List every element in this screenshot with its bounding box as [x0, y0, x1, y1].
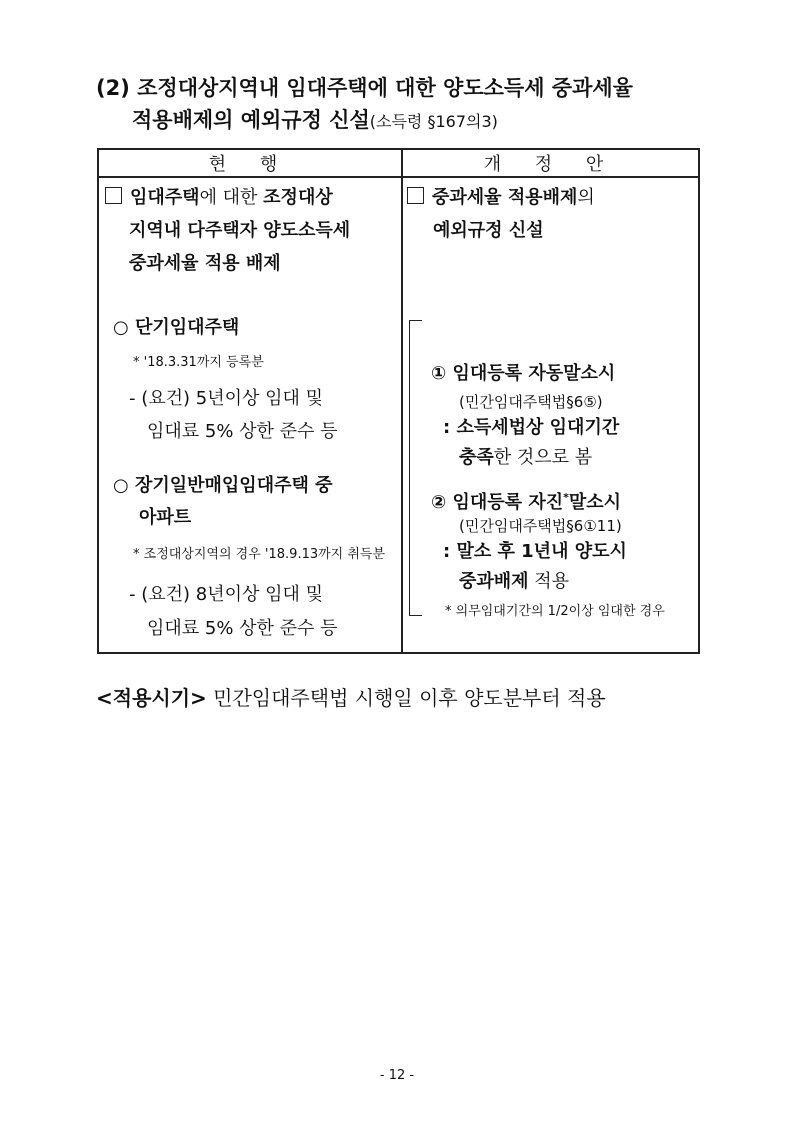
proposed-case-1-desc-b-bold: 충족 — [459, 447, 494, 468]
proposed-case-1-desc-b — [459, 442, 592, 474]
proposed-case-2-desc-b-normal: 적용 — [528, 571, 570, 592]
proposed-case-1-title: ① 임대등록 자동말소시 — [431, 363, 616, 384]
section-heading — [96, 72, 633, 138]
current-cell — [98, 177, 402, 653]
proposed-intro-line-1 — [407, 182, 595, 214]
proposed-cell — [402, 177, 699, 653]
heading-reference: (소득령 §167의3) — [369, 112, 498, 131]
heading-line-2-text: 적용배제의 예외규정 신설 — [132, 108, 370, 132]
heading-line-2 — [96, 104, 633, 138]
header-current: 현 행 — [98, 149, 402, 177]
current-item-1-title: ○ 단기임대주택 — [113, 317, 240, 338]
current-item-2-title-a: ○ 장기일반매입임대주택 중 — [113, 475, 333, 496]
comparison-table — [97, 148, 700, 654]
current-item-1-requirement-a: - (요건) 5년이상 임대 및 — [129, 388, 323, 409]
application-period — [96, 682, 606, 711]
proposed-case-2-desc-b — [459, 566, 569, 598]
proposed-case-2-title-b: 말소시 — [568, 492, 622, 513]
grouping-bracket — [409, 320, 422, 616]
proposed-intro-bold: 중과세율 적용배제 — [432, 187, 578, 208]
current-item-2-requirement-b: 임대료 5% 상한 준수 등 — [147, 618, 338, 639]
proposed-case-2-desc-a: : 말소 후 1년내 양도시 — [443, 541, 627, 562]
checkbox-square-icon — [105, 187, 122, 204]
header-proposed: 개 정 안 — [402, 149, 699, 177]
proposed-case-2-law: (민간임대주택법§6①11) — [459, 517, 622, 535]
proposed-case-1-desc-a: : 소득세법상 임대기간 — [443, 417, 620, 438]
current-intro-bold-2: 조정대상 — [263, 187, 333, 208]
proposed-case-1-desc-b-normal: 한 것으로 봄 — [493, 447, 593, 468]
current-intro-normal-1: 에 대한 — [199, 187, 264, 208]
heading-line-1: (2) 조정대상지역내 임대주택에 대한 양도소득세 중과세율 — [96, 76, 633, 100]
application-period-text: 민간임대주택법 시행일 이후 양도분부터 적용 — [206, 686, 606, 710]
page-number: - 12 - — [379, 1068, 415, 1083]
current-item-2-requirement-a: - (요건) 8년이상 임대 및 — [129, 584, 323, 605]
proposed-intro-line-2: 예외규정 신설 — [433, 220, 544, 241]
current-intro-line-3: 중과세율 적용 배제 — [129, 253, 281, 274]
proposed-case-1-law: (민간임대주택법§6⑤) — [459, 393, 603, 411]
current-item-1-note: * '18.3.31까지 등록분 — [133, 355, 264, 370]
current-item-2-note: * 조정대상지역의 경우 '18.9.13까지 취득분 — [133, 547, 386, 562]
proposed-case-2-title — [431, 482, 621, 519]
current-intro-line-1 — [105, 182, 333, 214]
proposed-case-2-title-a: ② 임대등록 자진 — [431, 492, 564, 513]
current-intro-bold-1: 임대주택 — [130, 187, 200, 208]
current-item-1-requirement-b: 임대료 5% 상한 준수 등 — [147, 421, 338, 442]
checkbox-square-icon — [407, 187, 424, 204]
proposed-case-2-desc-b-bold: 중과배제 — [459, 571, 529, 592]
proposed-case-2-note: * 의무임대기간의 1/2이상 임대한 경우 — [445, 604, 665, 619]
current-intro-line-2: 지역내 다주택자 양도소득세 — [129, 220, 351, 241]
current-item-2-title-b: 아파트 — [139, 507, 192, 528]
proposed-case-2-footnote-mark: * — [563, 491, 569, 504]
application-period-label: <적용시기> — [96, 686, 207, 710]
proposed-intro-normal: 의 — [577, 187, 595, 208]
